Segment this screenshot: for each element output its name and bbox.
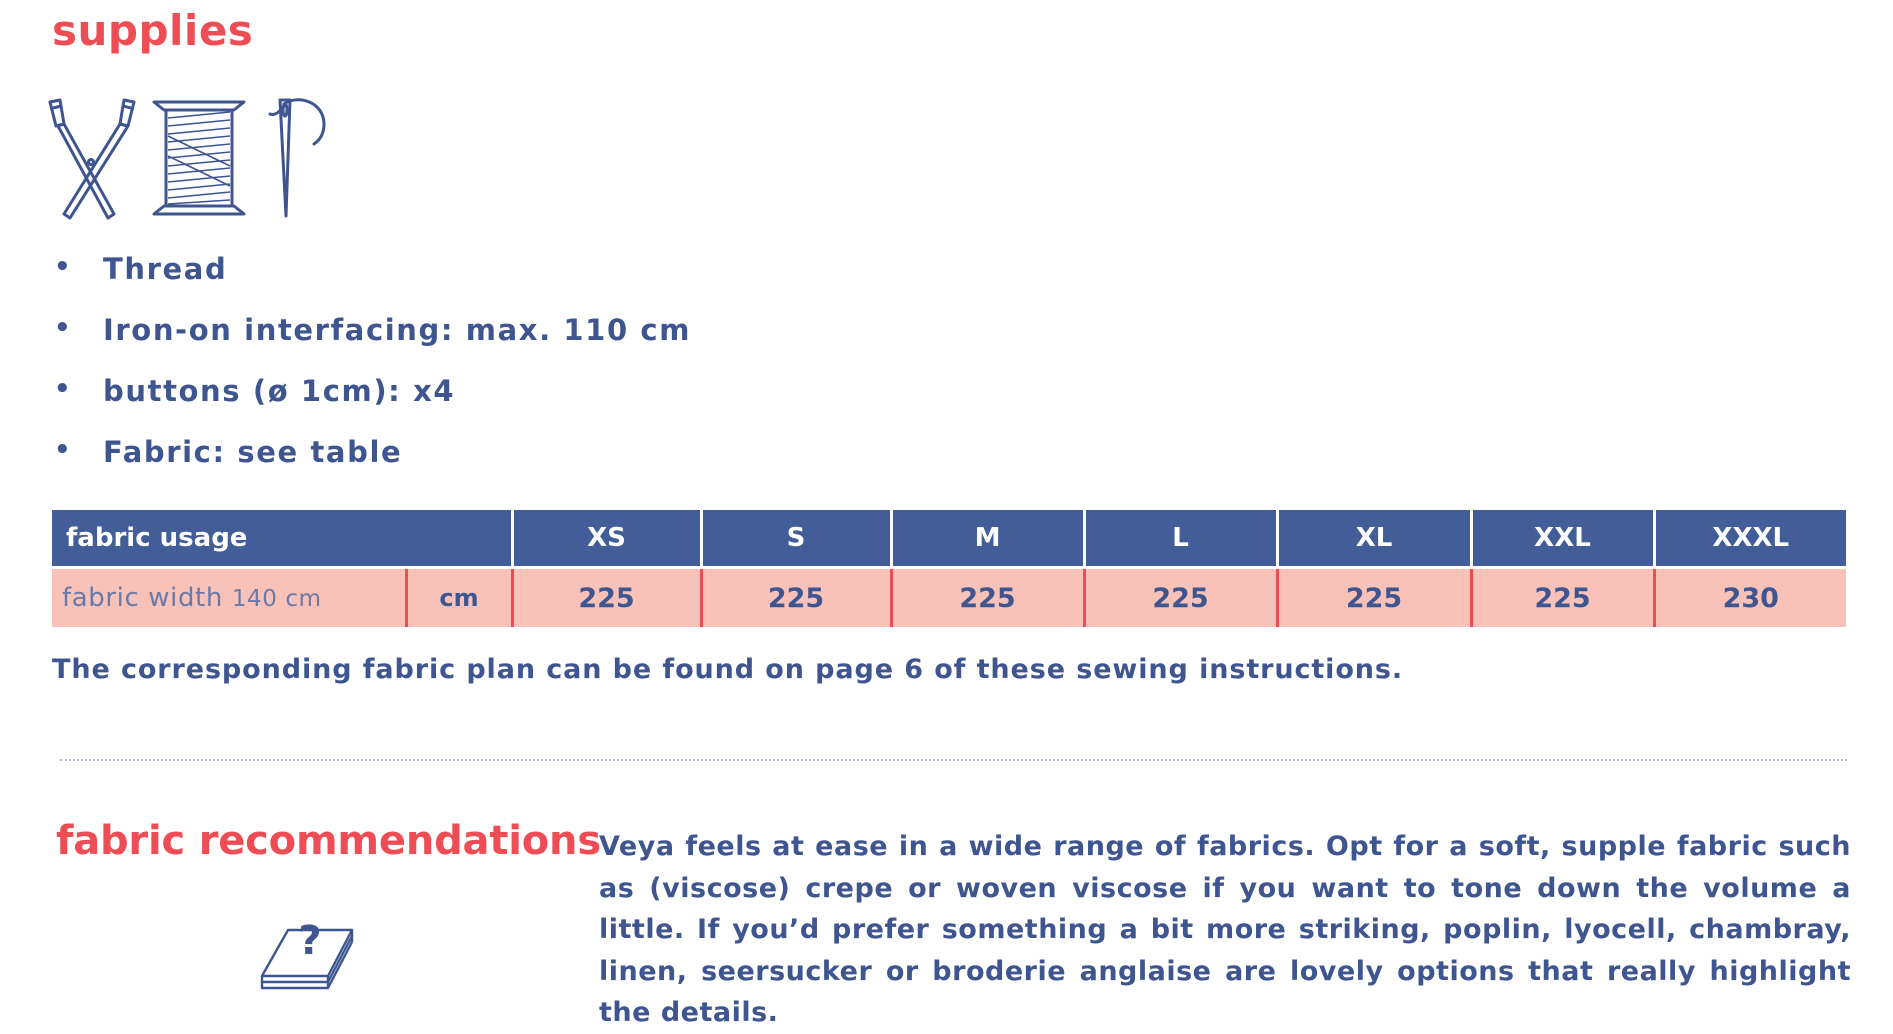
table-cell: 225: [512, 569, 701, 627]
list-item: • buttons (ø 1cm): x4: [54, 374, 456, 408]
size-header: S: [701, 510, 891, 566]
size-header: XS: [512, 510, 701, 566]
supplies-list: [52, 252, 691, 496]
svg-text:?: ?: [298, 918, 322, 964]
recommendations-heading: fabric recommendations: [56, 818, 601, 864]
size-header: XXL: [1471, 510, 1654, 566]
table-cell: 225: [1084, 569, 1277, 627]
recommendations-text: Veya feels at ease in a wide range of fabrics. Opt for a soft, supple fabric such as (viscose) crepe or woven viscose if you want to tone down the volume a little. If you’d prefer something a bit more striking, poplin, lyocell, chambray, linen, seersucker or broderie anglaise are lovely options that really highlight the details.: [599, 831, 1851, 1028]
list-item: • Iron-on interfacing: max. 110 cm: [54, 313, 692, 347]
bullet-icon: •: [54, 435, 73, 465]
section-divider: [60, 759, 1847, 761]
list-item: • Fabric: see table: [54, 435, 403, 469]
needle-icon: [270, 100, 324, 216]
fabric-question-icon: [258, 912, 360, 994]
supplies-icons: [48, 96, 348, 224]
size-header: XL: [1277, 510, 1471, 566]
size-header: XXXL: [1654, 510, 1846, 566]
table-cell: 225: [701, 569, 891, 627]
table-cell: 230: [1654, 569, 1846, 627]
table-cell: 225: [891, 569, 1084, 627]
size-header: L: [1084, 510, 1277, 566]
bullet-icon: •: [54, 313, 73, 343]
size-header: M: [891, 510, 1084, 566]
bullet-icon: •: [54, 252, 73, 282]
supplies-heading: supplies: [52, 6, 254, 55]
table-header-row: [52, 510, 1846, 566]
table-row: [52, 569, 1846, 627]
scissors-icon: [50, 100, 134, 218]
list-item: • Thread: [54, 252, 228, 286]
table-cell: 225: [1471, 569, 1654, 627]
table-note: The corresponding fabric plan can be found on page 6 of these sewing instructions.: [52, 654, 1404, 685]
table-cell: 225: [1277, 569, 1471, 627]
fabric-usage-table: [52, 510, 1846, 627]
bullet-icon: •: [54, 374, 73, 404]
fabric-width-label: fabric width 140 cm: [52, 569, 406, 627]
thread-spool-icon: [154, 102, 244, 214]
table-header-label: fabric usage: [52, 510, 512, 566]
unit-cell: cm: [406, 569, 512, 627]
fabric-width-value: 140 cm: [231, 586, 322, 612]
